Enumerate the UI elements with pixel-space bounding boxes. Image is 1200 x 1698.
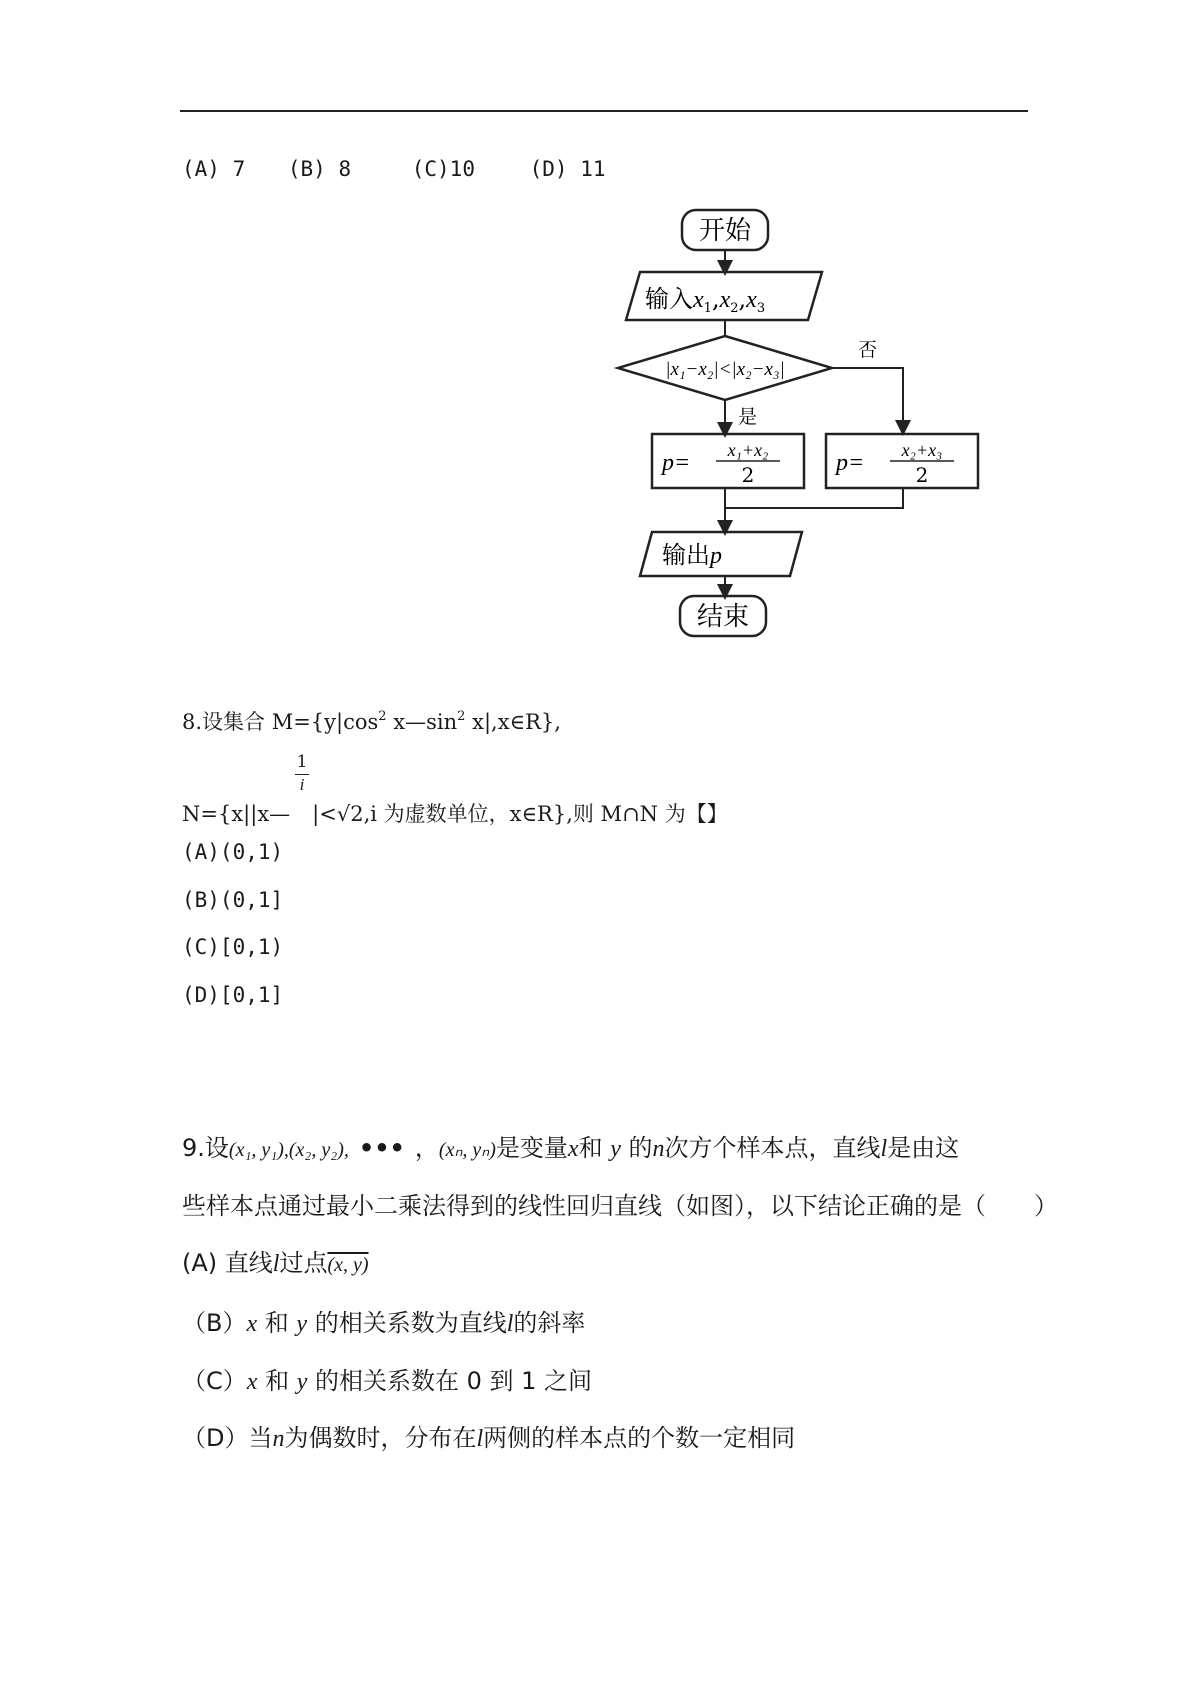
left-numerator: x₁+x₂ [727,440,769,460]
q9-line2: 些样本点通过最小二乘法得到的线性回归直线（如图），以下结论正确的是（ ） [182,1192,1058,1220]
end-label: 结束 [696,602,750,632]
input-prefix: 输入 [645,285,693,313]
no-label: 否 [858,339,878,361]
header-rule [180,110,1028,112]
input-label: 输入$x_1,x_2,x_3$ [645,285,766,316]
q9-line1: 9.设(x₁, y₁),(x₂, y₂), ••• ，(xₙ, yₙ)是变量x和 y 的n次方个样本点，直线l是由这 [182,1134,960,1162]
start-label: 开始 [698,216,752,246]
q8-frac-den: i [299,775,305,794]
q8-option-d: (D)[0,1] [182,983,284,1007]
flowchart [570,190,1000,680]
left-lhs: p= [662,450,691,476]
q8-line1: 8.设集合 $M=\{y|\cos^2$ $x—\sin^2$ x|,x∈R}, [182,709,561,734]
q9-option-c: （C）x 和 y 的相关系数在 0 到 1 之间 [182,1367,593,1395]
right-numerator: x₂+x₃ [901,440,943,460]
q9-option-d: （D）当n为偶数时，分布在l两侧的样本点的个数一定相同 [182,1424,796,1452]
q8-line2: N={x||x— |<√2,i 为虚数单位，x∈R},则 M∩N 为【】 [182,802,728,826]
q7-options [182,157,635,181]
arrow-right-merge [725,488,903,508]
yes-label: 是 [738,406,758,428]
q8-fraction [295,752,309,795]
q9-option-a: (A) 直线l过点(x, y) [182,1249,369,1277]
output-prefix: 输出 [662,541,710,569]
right-lhs: p= [836,450,865,476]
q7-option-b: (B) 8 [287,157,352,181]
q8-option-a: (A)(0,1) [182,840,284,864]
output-var: p [710,543,722,569]
q7-option-c: (C)10 [411,157,475,181]
q9-option-b: （B）x 和 y 的相关系数为直线l的斜率 [182,1309,586,1337]
q8-frac-num: 1 [296,752,308,772]
q7-option-a: (A) 7 [182,157,246,181]
output-label [662,541,722,569]
arrow-no [832,368,903,428]
decision-label: |x₁−x₂|<|x₂−x₃| [665,359,785,380]
q8-option-b: (B)(0,1] [182,888,284,912]
left-denominator: 2 [741,463,755,487]
q7-option-d: (D) 11 [529,157,606,181]
q8-option-c: (C)[0,1) [182,935,284,959]
right-denominator: 2 [915,463,929,487]
